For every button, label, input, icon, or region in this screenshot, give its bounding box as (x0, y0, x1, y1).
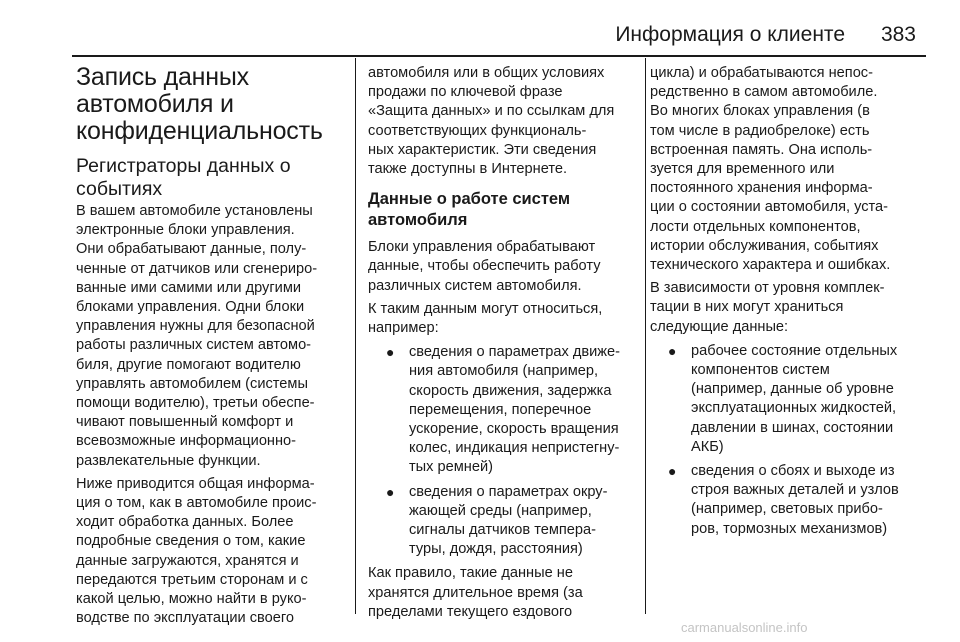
page-number: 383 (880, 23, 916, 46)
paragraph: В зависимости от уровня комплек- тации в них могут храниться следующие данные: (650, 280, 885, 335)
bullet-marker: ● (668, 342, 677, 359)
column-2 (368, 58, 634, 622)
subsection-heading: Регистраторы данных о событиях (76, 155, 291, 200)
column-divider-1 (355, 58, 356, 614)
column-1 (76, 58, 348, 628)
column-divider-2 (645, 58, 646, 614)
paragraph: автомобиля или в общих условиях продажи по ключевой фразе «Защита данных» и по ссылкам для соответствующих функциональ- ных характеристик. Эти сведения также доступны в Интернете. (368, 65, 615, 178)
subheading-vehicle-data: Данные о работе систем автомобиля (368, 190, 571, 229)
column-3 (650, 58, 932, 539)
section-heading: Запись данных автомобиля и конфиденциальность (76, 63, 323, 145)
paragraph: Ниже приводится общая информа- ция о том, как в автомобиле проис- ходит обработка данных. Более подробные сведения о том, какие данные загружаются, хранятся и передаются третьим сторонам и с какой целью, можно найти в руко- водстве по эксплуатации своего (76, 475, 317, 627)
bullet-marker: ● (668, 463, 677, 480)
watermark: carmanualsonline.info (681, 620, 808, 635)
header-rule (72, 55, 926, 57)
paragraph: К таким данным могут относиться, например: (368, 300, 603, 337)
running-header-title: Информация о клиенте (615, 23, 845, 46)
paragraph: цикла) и обрабатываются непос- редственно в самом автомобиле. Во многих блоках управления (в том числе в радиобрелоке) есть встроенная память. Она исполь- зуется для временного или постоянного хранения информа- ции о состоянии автомобиля, уста- лости отдельных компонентов, истории обслуживания, событиях технического характера и ошибках. (650, 65, 891, 274)
paragraph: В вашем автомобиле установлены электронные блоки управления. Они обрабатывают данные, полу- ченные от датчиков или сгенериро- ванные ими самими или другими блоками управления. Одни блоки управления нужны для безопасной работы различных систем автомо- биля, другие помогают водителю управлять автомобилем (системы помощи водителю), третьи обеспе- чивают повышенный комфорт и всевозможные информационно- развлекательные функции. (76, 203, 318, 469)
paragraph: Блоки управления обрабатывают данные, чтобы обеспечить работу различных систем автомобиля. (368, 239, 601, 294)
bullet-item: ● сведения о сбоях и выходе из строя важных деталей и узлов (например, световых прибо- ров, тормозных механизмов) (668, 463, 899, 537)
bullet-marker: ● (386, 344, 395, 361)
bullet-item: ● рабочее состояние отдельных компонентов систем (например, данные об уровне эксплуатационных жидкостей, давлении в шинах, состоянии АКБ) (668, 342, 898, 455)
paragraph: Как правило, такие данные не хранятся длительное время (за пределами текущего ездового (368, 565, 583, 620)
bullet-item: ● сведения о параметрах окру- жающей среды (например, сигналы датчиков темпера- туры, дождя, расстояния) (386, 483, 608, 558)
bullet-marker: ● (386, 483, 395, 500)
page-header (0, 0, 960, 58)
bullet-item: ● сведения о параметрах движе- ния автомобиля (например, скорость движения, задержка перемещения, поперечное ускорение, скорость вращения колес, индикация непристегну- тых ремней) (386, 344, 620, 476)
